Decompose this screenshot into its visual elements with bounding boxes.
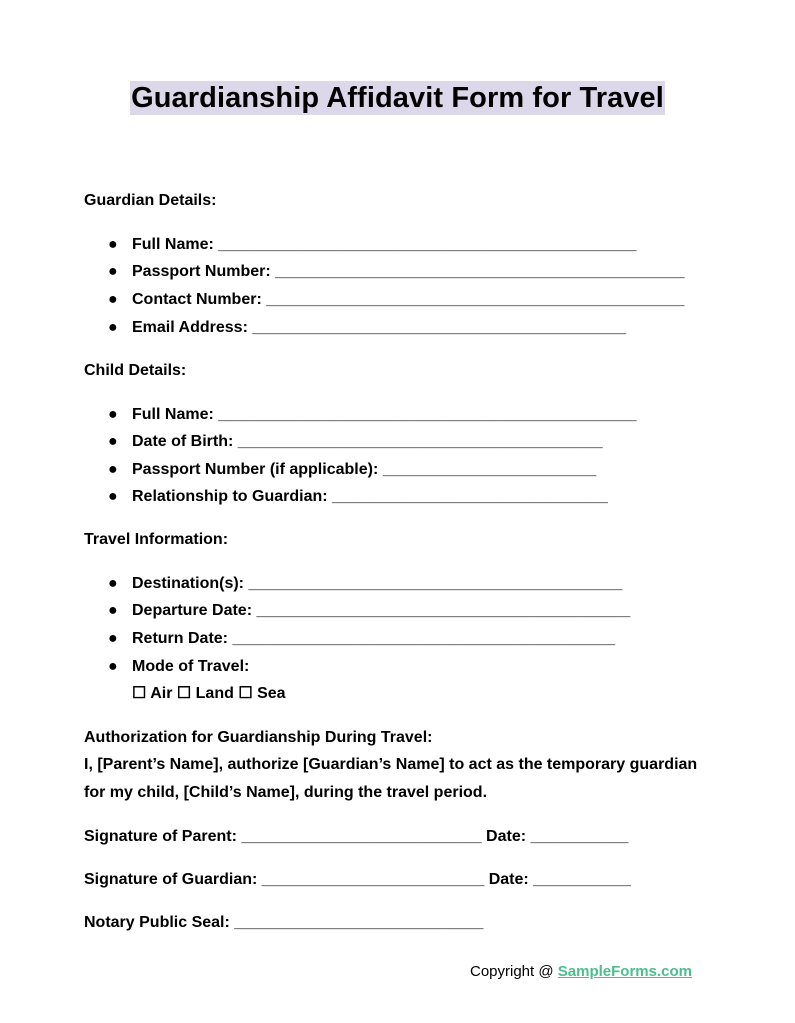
field-label: Return Date: ___________________________________________ xyxy=(132,630,616,647)
bullet-icon: ● xyxy=(108,658,118,675)
field-label: Passport Number (if applicable): ________________________ xyxy=(132,461,597,478)
child-relationship-field[interactable] xyxy=(108,487,608,507)
bullet-icon: ● xyxy=(108,461,118,478)
field-label: Departure Date: __________________________________________ xyxy=(132,602,631,619)
field-label: Destination(s): __________________________________________ xyxy=(132,575,623,592)
destination-field[interactable] xyxy=(108,574,622,594)
guardian-passport-field[interactable] xyxy=(108,262,684,282)
guardian-signature-field[interactable]: Signature of Guardian: _________________________ Date: ___________ xyxy=(84,871,632,888)
bullet-icon: ● xyxy=(108,236,118,253)
page-title: Guardianship Affidavit Form for Travel xyxy=(131,82,664,114)
authorization-text: I, [Parent’s Name], authorize [Guardian’s Name] to act as the temporary guardian for my child, [Child’s Name], during the travel period. xyxy=(84,756,698,801)
mode-of-travel-item xyxy=(108,657,249,677)
child-details-heading: Child Details: xyxy=(84,362,187,379)
field-label: Passport Number: ______________________________________________ xyxy=(132,263,685,280)
copyright-text: Copyright @ xyxy=(470,963,558,980)
bullet-icon: ● xyxy=(108,488,118,505)
bullet-icon: ● xyxy=(108,575,118,592)
child-full-name-field[interactable] xyxy=(108,405,636,425)
guardian-full-name-field[interactable] xyxy=(108,235,636,255)
departure-date-field[interactable] xyxy=(108,601,630,621)
return-date-field[interactable] xyxy=(108,629,615,649)
field-label: Contact Number: _______________________________________________ xyxy=(132,291,685,308)
guardian-details-heading: Guardian Details: xyxy=(84,192,217,209)
bullet-icon: ● xyxy=(108,263,118,280)
bullet-icon: ● xyxy=(108,406,118,423)
bullet-icon: ● xyxy=(108,433,118,450)
bullet-icon: ● xyxy=(108,630,118,647)
parent-signature-field[interactable]: Signature of Parent: ___________________________ Date: ___________ xyxy=(84,828,629,845)
guardian-contact-field[interactable] xyxy=(108,290,684,310)
authorization-heading: Authorization for Guardianship During Travel: xyxy=(84,729,433,746)
mode-of-travel-options[interactable]: ☐ Air ☐ Land ☐ Sea xyxy=(132,685,286,702)
bullet-icon: ● xyxy=(108,291,118,308)
field-label: Full Name: _______________________________________________ xyxy=(132,236,637,253)
copyright-footer xyxy=(470,962,692,982)
field-label: Date of Birth: _________________________________________ xyxy=(132,433,603,450)
field-label: Relationship to Guardian: _______________________________ xyxy=(132,488,608,505)
bullet-icon: ● xyxy=(108,602,118,619)
travel-info-heading: Travel Information: xyxy=(84,531,229,548)
sampleforms-link[interactable]: SampleForms.com xyxy=(557,963,692,980)
notary-seal-field[interactable]: Notary Public Seal: ____________________________ xyxy=(84,914,484,931)
field-label: Mode of Travel: xyxy=(132,658,250,675)
child-passport-field[interactable] xyxy=(108,460,596,480)
field-label: Full Name: _______________________________________________ xyxy=(132,406,637,423)
field-label: Email Address: __________________________________________ xyxy=(132,319,627,336)
guardian-email-field[interactable] xyxy=(108,318,626,338)
bullet-icon: ● xyxy=(108,319,118,336)
title-container xyxy=(0,81,795,115)
child-dob-field[interactable] xyxy=(108,432,603,452)
